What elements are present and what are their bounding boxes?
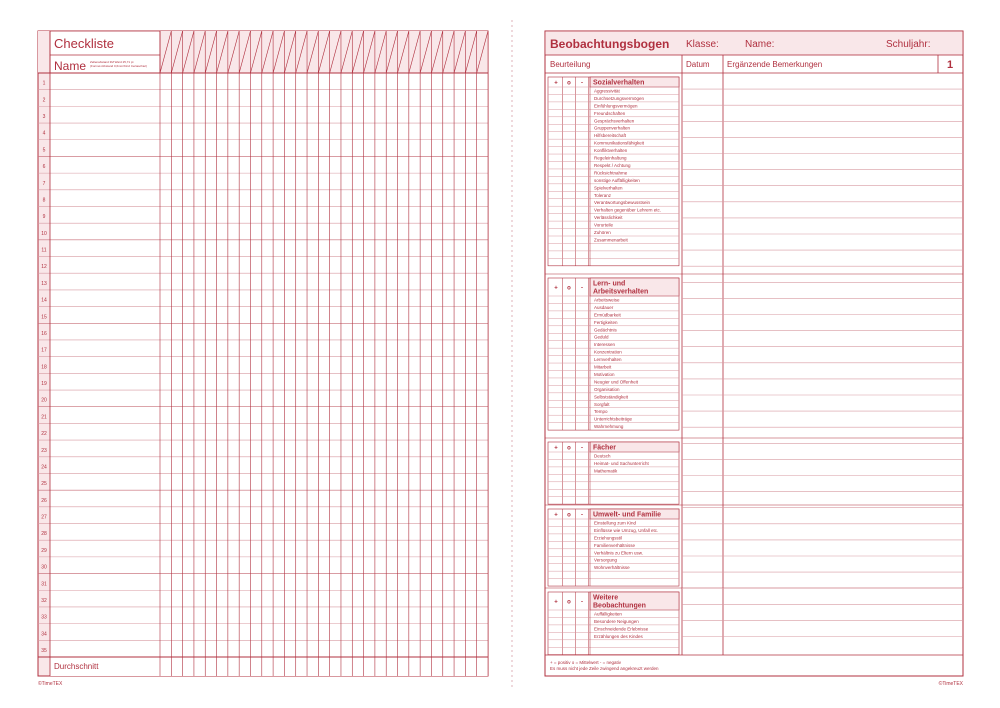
observation-item: Gruppenverhalten [594,125,631,131]
rating-symbol: - [581,512,583,519]
row-number: 22 [41,431,47,438]
observation-item: Auffälligkeiten [594,611,622,617]
page-number: 1 [946,59,954,71]
observation-item: Besondere Neigungen [594,618,639,624]
observation-item: Einfühlungsvermögen [594,103,638,109]
row-number: 30 [41,564,47,571]
row-number: 34 [41,631,47,638]
checklist-copyright: ©TimeTEX [38,681,63,687]
rating-symbol: + [554,285,558,292]
observation-item: Einschneidende Erlebnisse [594,626,649,632]
row-number: 31 [41,581,47,588]
row-number: 3 [42,114,46,121]
observation-item: Verlässlichkeit [594,215,623,221]
observation-item: Lernverhalten [594,357,622,363]
observation-item: Verantwortungsbewusstsein [594,200,651,206]
section-heading: Lern- und [593,280,626,288]
observation-item: Freundschaften [594,110,626,116]
checklist-footer-label: Durchschnitt [54,662,99,671]
section-heading: Weitere [593,594,619,602]
observation-item: Heimat- und Sachunterricht [594,460,649,466]
rating-symbol: + [554,445,558,452]
observation-item: Selbstständigkeit [594,394,629,400]
name-label: Name: [745,39,775,50]
observation-item: Sorgfalt [594,401,610,407]
observation-item: Unterrichtsbeiträge [594,416,633,422]
row-number: 25 [41,481,47,488]
observation-item: Zusammenarbeit [594,237,628,243]
row-number: 33 [41,614,47,621]
rating-symbol: o [567,512,571,519]
observation-item: Vorurteile [594,222,614,228]
row-number: 11 [41,247,47,254]
observation-item: Erziehungsstil [594,535,623,541]
row-number: 2 [42,97,46,104]
observation-item: Konfliktverhalten [594,148,628,154]
section-heading: Beobachtungen [593,602,646,610]
checklist-body [50,31,488,676]
rating-symbol: - [581,599,583,606]
section-block [548,77,679,266]
observation-item: Tempo [594,409,608,415]
observation-item: Versorgung [594,557,618,563]
row-number: 12 [41,264,47,271]
rating-symbol: - [581,80,583,87]
rating-symbol: - [581,285,583,292]
section-heading: Fächer [593,444,616,452]
row-number: 14 [41,297,47,304]
observation-title: Beobachtungsbogen [550,37,670,51]
observation-item: Neugier und Offenheit [594,379,638,385]
observation-item: Fertigkeiten [594,319,618,325]
row-number: 17 [41,347,47,354]
observation-item: Erzählungen des Kindes [594,633,643,639]
observation-item: Durchsetzungsvermögen [594,95,645,101]
observation-item: Wahrnehmung [594,424,624,430]
checklist-name-note-1: Zellenabstand 3M Ward 25,71 pt [90,60,134,64]
observation-item: Kommunikationsfähigkeit [594,140,645,146]
rating-symbol: o [567,80,571,87]
row-number: 5 [42,147,46,154]
checklist-title: Checkliste [54,36,114,51]
row-number: 8 [42,197,46,204]
notes-column-header: Ergänzende Bemerkungen [727,60,823,69]
observation-item: Aggressivität [594,88,620,94]
observation-item: Rücksichtnahme [594,170,628,176]
rating-symbol: - [581,445,583,452]
row-number: 24 [41,464,47,471]
row-number: 7 [42,180,46,187]
date-column-header: Datum [686,60,710,69]
row-number: 13 [41,280,47,287]
observation-item: Regeleinhaltung [594,155,627,161]
row-number: 20 [41,397,47,404]
observation-item: Verhalten gegenüber Lehrern etc. [594,207,662,213]
observation-item: Motivation [594,371,615,377]
checklist-name-label: Name [54,59,87,73]
row-number: 10 [41,230,47,237]
observation-item: Geduld [594,334,609,340]
rating-symbol: o [567,599,571,606]
checklist-page [38,31,488,687]
observation-item: Einstellung zum Kind [594,520,637,526]
row-number: 23 [41,447,47,454]
observation-item: Verhältnis zu Eltern usw. [594,550,644,556]
observation-item: Konzentration [594,349,622,355]
observation-item: Gedächtnis [594,327,617,333]
observation-item: Mathematik [594,468,618,474]
observation-page [545,31,964,687]
observation-item: Wohnverhältnisse [594,565,630,571]
observation-item: sonstige Auffälligkeiten [594,177,640,183]
rating-symbol: o [567,445,571,452]
row-number: 26 [41,497,47,504]
legend-line-2: Es muss nicht jede Zeile zwingend angekreuzt werden [550,666,659,671]
checklist-name-note-2: (Formel-/Abstand 0,6mm/Kin2 Certaschiel) [90,64,147,68]
row-number: 27 [41,514,47,521]
observation-item: Interessen [594,342,616,348]
class-label: Klasse: [686,39,719,50]
observation-copyright: ©TimeTEX [938,681,963,687]
row-number: 1 [42,80,46,87]
observation-item: Familienverhältnisse [594,542,636,548]
observation-item: Zuhören [594,230,611,235]
rating-column-header: Beurteilung [550,60,591,69]
observation-item: Organisation [594,386,620,392]
rating-symbol: + [554,80,558,87]
rating-symbol: + [554,512,558,519]
row-number: 6 [42,164,46,171]
section-heading: Sozialverhalten [593,79,645,87]
row-number: 9 [42,214,46,221]
row-number: 21 [41,414,47,421]
legend-line-1: + = positiv o = Mittelwert - = negativ [550,660,622,665]
observation-item: Einflüsse wie Umzug, Unfall etc. [594,527,659,533]
observation-item: Toleranz [594,192,612,198]
row-number: 4 [42,130,46,137]
row-number: 15 [41,314,47,321]
observation-item: Ausdauer [594,304,614,310]
observation-item: Respekt / Achtung [594,162,631,168]
observation-item: Spielverhalten [594,185,623,191]
section-heading: Umwelt- und Familie [593,511,662,519]
row-number: 16 [41,330,47,337]
observation-item: Hilfsbereitschaft [594,133,627,139]
row-number: 18 [41,364,47,371]
row-number: 29 [41,547,47,554]
observation-item: Gesprächsverhalten [594,118,635,124]
section-heading: Arbeitsverhalten [593,288,649,296]
rating-symbol: + [554,599,558,606]
rating-symbol: o [567,285,571,292]
row-number: 32 [41,597,47,604]
observation-item: Ermüdbarkeit [594,312,621,318]
row-number: 28 [41,531,47,538]
observation-item: Deutsch [594,453,611,459]
school-year-label: Schuljahr: [886,39,931,50]
row-number: 19 [41,381,47,388]
observation-item: Arbeitsweise [594,297,620,303]
row-number: 35 [41,647,47,654]
observation-item: Mitarbeit [594,364,612,370]
